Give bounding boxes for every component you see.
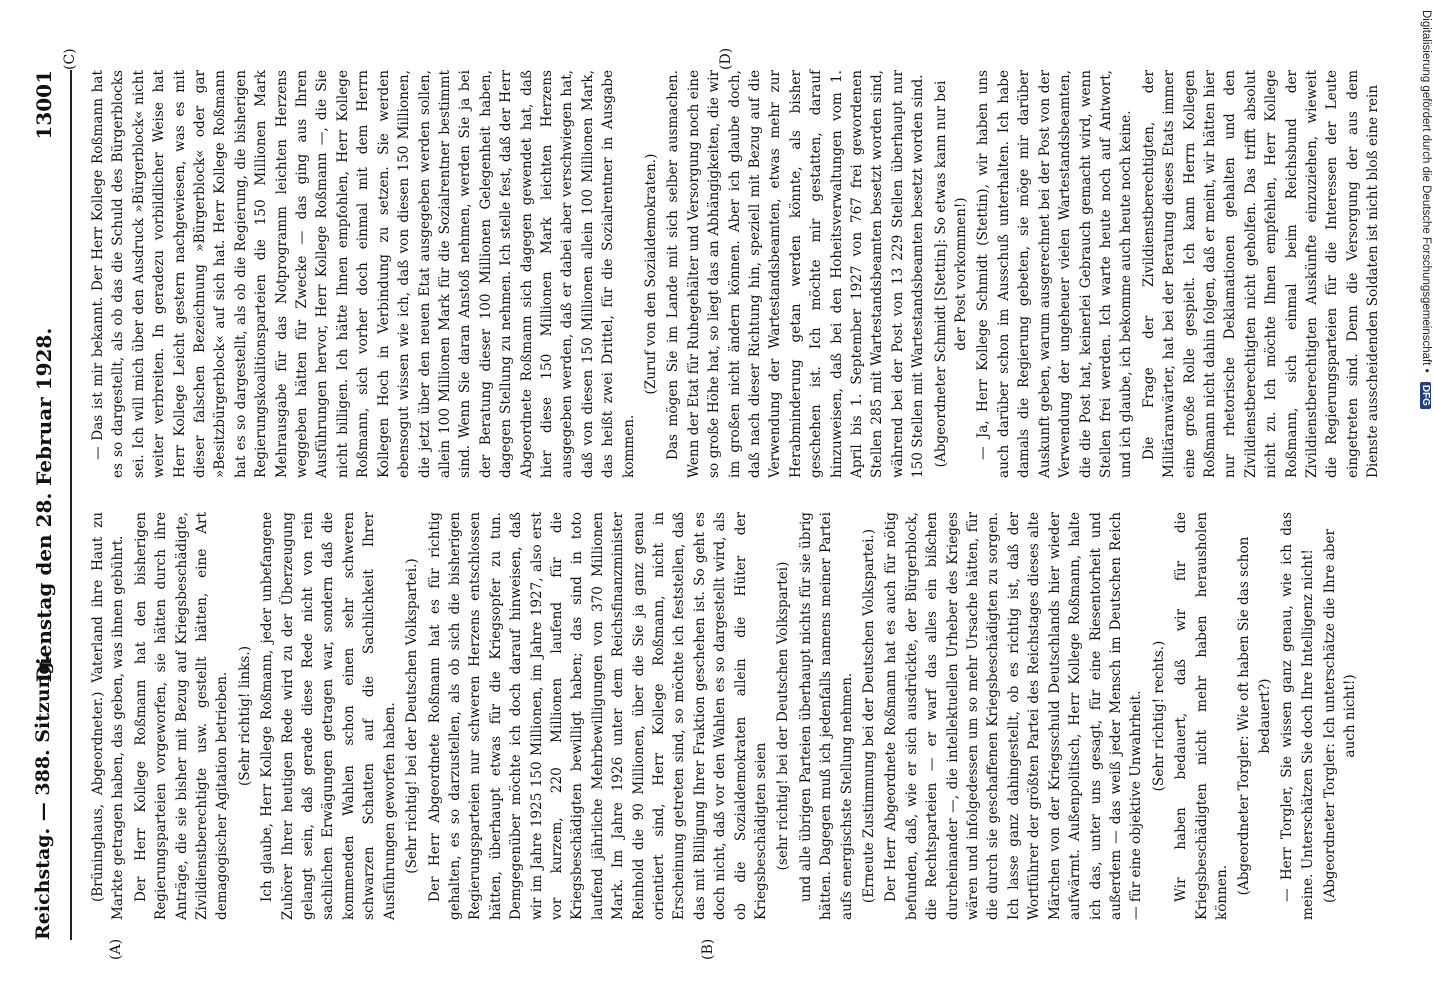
page-number: 13001 (32, 70, 56, 140)
interjection: (Sehr richtig! links.) (236, 645, 253, 787)
paragraph: Ich glaube, Herr Kollege Roßmann, jeder unbefangene Zuhörer Ihrer heutigen Rede wird zu der Überzeugung gelangt sein, daß gerade diese Rede nicht von rein sachlichen Erwägungen getragen war, sondern daß die kommenden Wahlen schon einen sehr schweren schwarzen Schatten auf die Sachlichkeit Ihrer Ausführungen geworfen haben. (259, 512, 398, 920)
paragraph: Der Herr Abgeordnete Roßmann hat es auch für nötig befunden, daß, wie er sich ausdrückte, der Bürgerblock, die Rechtsparteien — er warf das alles ein bißchen durcheinander —, die intellektuellen Urheber des Krieges wären und infolgedessen um so mehr Ursache hätten, für die durch sie geschaffenen Kriegsbeschädigten zu sorgen. Ich lasse ganz dahingestellt, ob es richtig ist, daß der Wortführer der größten Partei des Reichstages dieses alte Märchen von der Kriegsschuld Deutschlands hier wieder aufwärmt. Außenpolitisch, Herr Kollege Roßmann, halte ich das, unter uns gesagt, für eine Riesentorheit und außerdem — das weiß jeder Mensch im Deutschen Reich — für eine objektive Unwahrheit. (883, 512, 1145, 920)
paragraph: Das mögen Sie im Lande mit sich selber ausmachen. Wenn der Etat für Ruhegehälter und Versorgung noch eine so große Höhe hat, so liegt das an Abhängigkeiten, die wir im großen nicht ändern können. Aber ich glaube doch, daß nach dieser Richtung hin, speziell mit Bezug auf die Verwendung der Wartestandsbeamten, etwas mehr zur Herabminderung getan werden könnte, als bisher geschehen ist. Ich möchte mir gestatten, darauf hinzuweisen, daß bei den Hoheitsverwaltungen vom 1. April bis 1. September 1927 von 767 frei gewordenen Stellen 285 mit Wartestandsbeamten besetzt worden sind, während bei der Post von 13 229 Stellen überhaupt nur 150 Stellen mit Wartestandsbeamten besetzt worden sind. (665, 70, 927, 478)
interjection: (Abgeordneter Schmidt [Stettin]: So etwas kann nur bei der Post vorkommen!) (932, 80, 970, 468)
margin-marker-a: (A) (108, 938, 124, 960)
interjection: (sehr richtig! bei der Deutschen Volkspartei) (775, 561, 792, 871)
interjection: (Sehr richtig! rechts.) (1150, 640, 1167, 792)
paragraph: — Das ist mir bekannt. Der Herr Kollege Roßmann hat es so dargestellt, als ob das die Schuld des Bürgerblocks sei. Ich will mich über den Ausdruck »Bürgerblock« nicht weiter verbreiten. In geradezu vorbildlicher Weise hat Herr Kollege Leicht gestern nachgewiesen, was es mit dieser falschen Bezeichnung »Bürgerblock« oder gar »Besitzbürgerblock« auf sich hat. Herr Kollege Roßmann hat es so dargestellt, als ob die Regierung, die bisherigen Regierungskoalitionsparteien die 150 Millionen Mark Mehrausgabe für das Notprogramm leichten Herzens weggeben hätten für Zwecke — das ging aus Ihren Ausführungen hervor, Herr Kollege Roßmann —, die Sie nicht billigen. Ich hätte Ihnen empfohlen, Herr Kollege Roßmann, sich vorher doch einmal mit dem Herrn Kollegen Hoch in Verbindung zu setzen. Sie werden ebensogut wissen wie ich, daß von diesen 150 Millionen, die jetzt über den neuen Etat ausgegeben werden sollen, allein 100 Millionen Mark für die Sozialrentner bestimmt sind. Wenn Sie daran Anstoß nehmen, werden Sie ja bei der Beratung dieser 100 Millionen Gelegenheit haben, dagegen Stellung zu nehmen. Ich stelle fest, daß der Herr Abgeordnete Roßmann sich dagegen gewendet hat, daß hier diese 150 Millionen Mark leichten Herzens ausgegeben werden, daß er dabei aber verschwiegen hat, daß von diesen 150 Millionen allein 100 Millionen Mark, das heißt zwei Drittel, für die Sozialrentner in Ausgabe kommen. (90, 70, 637, 478)
margin-marker-c: (C) (62, 48, 78, 70)
dfg-logo: DFG (1420, 382, 1431, 409)
paragraph: (Brüninghaus, Abgeordneter.) Vaterland ihre Haut zu Markte getragen haben, das geben, was ihnen gebührt. (90, 512, 127, 920)
paragraph: Die Frage der Zivildienstberechtigten, der Militäranwärter, hat bei der Beratung dieses Etats immer eine große Rolle gespielt. Ich kann Herrn Kollegen Roßmann nicht dahin folgen, daß er meint, wir hätten hier nur rhetorische Deklamationen gehalten und den Zivildienstberechtigten nicht geholfen. Das trifft absolut nicht zu. Ich möchte Ihnen empfehlen, Herr Kollege Roßmann, sich einmal beim Reichsbund der Zivildienstberechtigten Auskünfte einzuziehen, wieweit die Regierungsparteien für die Interessen der Leute eingetreten sind. Denn die Versorgung der aus dem Dienste ausscheidenden Soldaten ist nicht bloß eine rein (1140, 70, 1382, 478)
margin-marker-b: (B) (700, 938, 716, 960)
text-columns (88, 70, 1382, 920)
interjection: (Abgeordneter Torgler: Wie oft haben Sie das schon bedauert?) (1236, 536, 1273, 896)
interjection: (Sehr richtig! bei der Deutschen Volkspartei.) (404, 558, 421, 874)
credit-text: Digitalisierung gefördert durch die Deutsche Forschungsgemeinschaft • (1420, 10, 1432, 373)
paragraph: Wir haben bedauert, daß wir für die Kriegsbeschädigten nicht mehr haben herausholen können. (1173, 512, 1230, 920)
page-header (22, 70, 72, 940)
margin-marker-d: (D) (718, 47, 734, 70)
column-right (88, 70, 1382, 478)
interjection: (Zuruf von den Sozialdemokraten.) (642, 153, 659, 395)
paragraph: — Ja, Herr Kollege Schmidt (Stettin), wir haben uns auch darüber schon im Ausschuß unterhalten. Ich habe damals die Regierung gebeten, sie möge mir darüber Auskunft geben, warum ausgerechnet bei der Post von der Verwendung der ungeheuer vielen Wartestandsbeamten, die die Post hat, keinerlei Gebrauch gemacht wird, wenn Stellen frei werden. Ich warte heute noch auf Antwort, und ich glaube, ich bekomme auch heute noch keine. (975, 70, 1135, 478)
paragraph: und alle übrigen Parteien überhaupt nichts für sie übrig hätten. Dagegen muß ich jedenfalls namens meiner Partei aufs energischste Stellung nehmen. (797, 512, 855, 920)
paragraph: Der Herr Kollege Roßmann hat den bisherigen Regierungsparteien vorgeworfen, sie hätten durch ihre Anträge, die sie bisher mit Bezug auf Kriegsbeschädigte, Zivildienstberechtigte usw. gestellt hätten, eine Art demagogischer Agitation betrieben. (132, 512, 231, 920)
interjection: (Abgeordneter Torgler: Ich unterschätze die Ihre aber auch nicht!) (1321, 528, 1359, 904)
interjection: (Erneute Zustimmung bei der Deutschen Volkspartei.) (861, 528, 878, 904)
paragraph: — Herr Torgler, Sie wissen ganz genau, wie ich das meine. Unterschätzen Sie doch Ihre Intelligenz nicht! (1279, 512, 1316, 920)
header-date: Dienstag den 28. Februar 1928. (32, 327, 56, 683)
digitization-credit (1402, 0, 1432, 1000)
paragraph: Der Herr Abgeordnete Roßmann hat es für richtig gehalten, es so darzustellen, als ob sich die bisherigen Regierungsparteien nur schweren Herzens entschlossen hätten, überhaupt etwas für die Kriegsopfer zu tun. Demgegenüber möchte ich doch darauf hinweisen, daß wir im Jahre 1925 150 Millionen, im Jahre 1927, also erst vor kurzem, 220 Millionen laufend für die Kriegsbeschädigten bewilligt haben; das sind in toto laufend jährliche Mehrbewilligungen von 370 Millionen Mark. Im Jahre 1926 unter dem Reichsfinanzminister Reinhold die 90 Millionen, über die Sie ja ganz genau orientiert sind, Herr Kollege Roßmann, nicht in Erscheinung getreten sind, so möchte ich feststellen, daß das mit Billigung Ihrer Fraktion geschehen ist. So geht es doch nicht, daß vor den Wahlen es so dargestellt wird, als ob die Sozialdemokraten allein die Hüter der Kriegsbeschädigten seien (426, 512, 769, 920)
header-session: Reichstag. — 388. Sitzung. (32, 654, 54, 940)
column-left (88, 512, 1359, 920)
